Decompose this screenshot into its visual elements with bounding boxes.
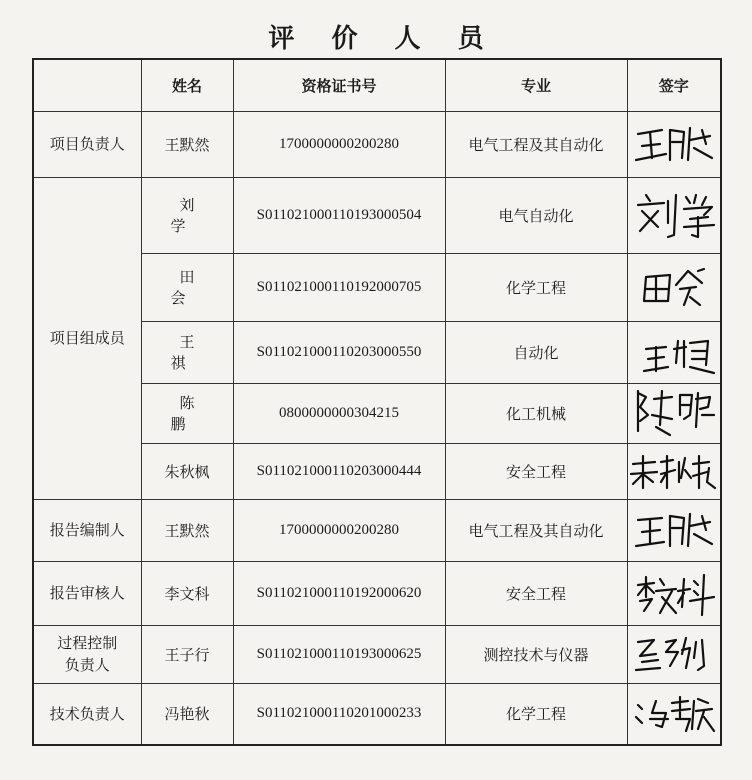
signature-cell <box>627 561 721 625</box>
name-cell: 王 祺 <box>141 321 233 383</box>
header-name: 姓名 <box>141 59 233 111</box>
major-cell: 测控技术与仪器 <box>445 625 627 683</box>
signature-cell <box>627 111 721 177</box>
certificate-cell: 0800000000304215 <box>233 383 445 443</box>
role-cell: 过程控制 负责人 <box>33 625 141 683</box>
header-row <box>33 59 721 111</box>
handwritten-signature <box>632 327 716 377</box>
handwritten-signature <box>632 120 716 168</box>
table-row <box>33 625 721 683</box>
evaluator-table <box>32 58 722 746</box>
handwritten-signature <box>629 448 719 494</box>
handwritten-signature <box>632 187 716 243</box>
role-cell: 报告编制人 <box>33 499 141 561</box>
certificate-cell: S011021000110193000625 <box>233 625 445 683</box>
certificate-cell: S011021000110193000504 <box>233 177 445 253</box>
signature-cell <box>627 383 721 443</box>
name-cell: 王默然 <box>141 111 233 177</box>
name-cell: 李文科 <box>141 561 233 625</box>
table-row <box>33 177 721 253</box>
certificate-cell: 1700000000200280 <box>233 499 445 561</box>
table-row <box>33 111 721 177</box>
name-cell: 冯艳秋 <box>141 683 233 745</box>
handwritten-signature <box>632 567 716 619</box>
role-cell: 报告审核人 <box>33 561 141 625</box>
signature-cell <box>627 321 721 383</box>
name-cell: 朱秋枫 <box>141 443 233 499</box>
major-cell: 电气工程及其自动化 <box>445 111 627 177</box>
header-certificate: 资格证书号 <box>233 59 445 111</box>
handwritten-signature <box>632 689 716 739</box>
role-cell: 技术负责人 <box>33 683 141 745</box>
major-cell: 电气自动化 <box>445 177 627 253</box>
name-cell: 田 会 <box>141 253 233 321</box>
signature-cell <box>627 253 721 321</box>
certificate-cell: S011021000110203000550 <box>233 321 445 383</box>
header-role <box>33 59 141 111</box>
name-cell: 王子行 <box>141 625 233 683</box>
table-row <box>33 561 721 625</box>
signature-cell <box>627 499 721 561</box>
name-cell: 王默然 <box>141 499 233 561</box>
major-cell: 安全工程 <box>445 561 627 625</box>
certificate-cell: 1700000000200280 <box>233 111 445 177</box>
major-cell: 安全工程 <box>445 443 627 499</box>
name-cell: 陈 鹏 <box>141 383 233 443</box>
certificate-cell: S011021000110192000620 <box>233 561 445 625</box>
page-title: 评 价 人 员 <box>268 24 498 54</box>
major-cell: 化学工程 <box>445 253 627 321</box>
signature-cell <box>627 443 721 499</box>
major-cell: 自动化 <box>445 321 627 383</box>
header-signature: 签字 <box>627 59 721 111</box>
name-cell: 刘 学 <box>141 177 233 253</box>
table-row <box>33 683 721 745</box>
handwritten-signature <box>632 630 716 678</box>
major-cell: 化学工程 <box>445 683 627 745</box>
handwritten-signature <box>632 261 716 313</box>
major-cell: 电气工程及其自动化 <box>445 499 627 561</box>
handwritten-signature <box>632 385 716 441</box>
header-major: 专业 <box>445 59 627 111</box>
role-cell: 项目组成员 <box>33 177 141 499</box>
role-cell: 项目负责人 <box>33 111 141 177</box>
certificate-cell: S011021000110203000444 <box>233 443 445 499</box>
signature-cell <box>627 683 721 745</box>
major-cell: 化工机械 <box>445 383 627 443</box>
certificate-cell: S011021000110201000233 <box>233 683 445 745</box>
signature-cell <box>627 177 721 253</box>
handwritten-signature <box>632 506 716 554</box>
certificate-cell: S011021000110192000705 <box>233 253 445 321</box>
table-row <box>33 499 721 561</box>
signature-cell <box>627 625 721 683</box>
